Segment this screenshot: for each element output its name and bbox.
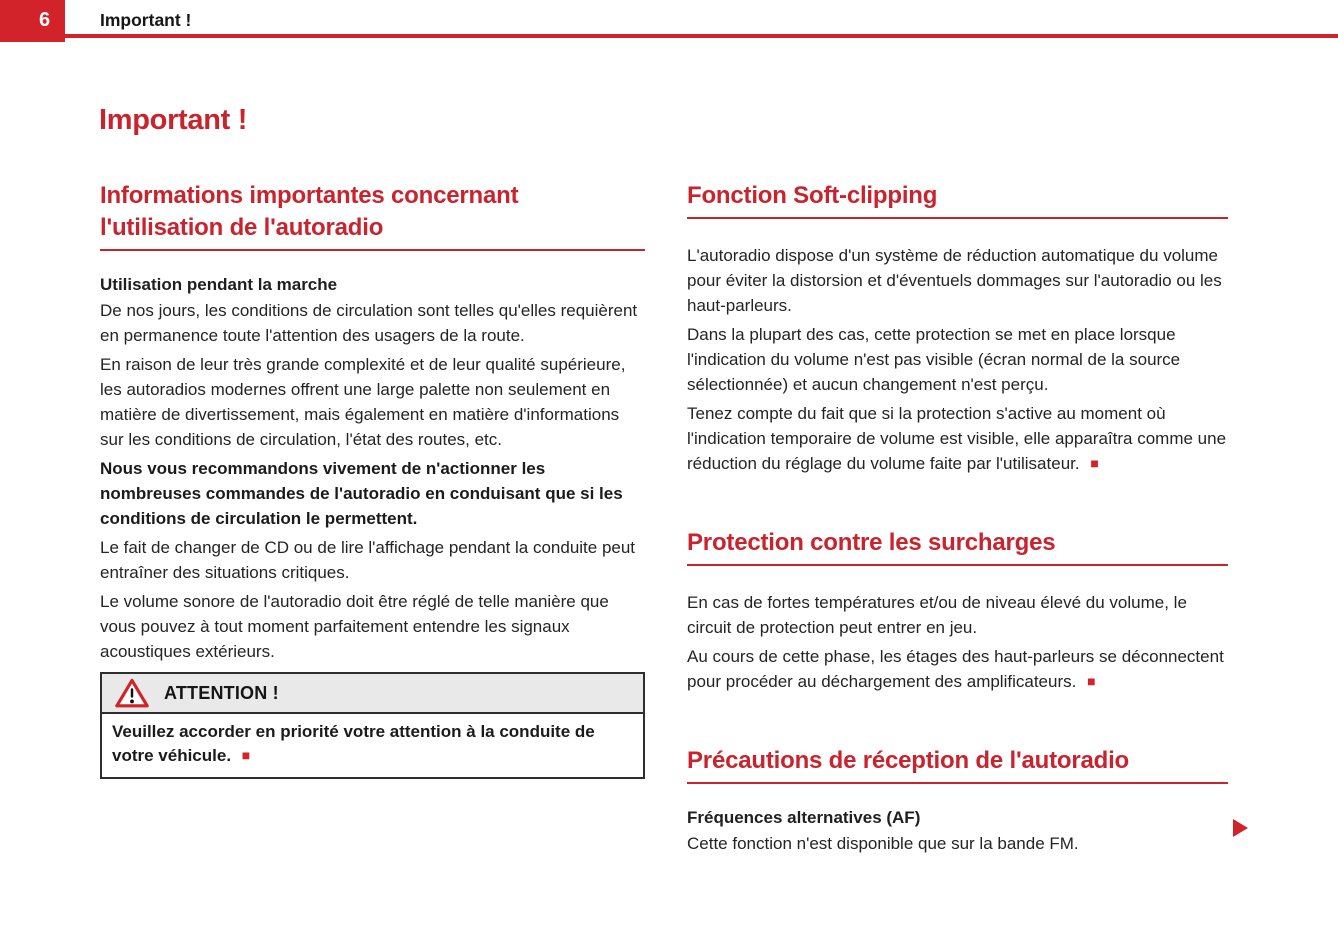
body-paragraph: En cas de fortes températures et/ou de niveau élevé du volume, le circuit de protection peut entrer en jeu. bbox=[687, 593, 1187, 637]
page-continues-icon bbox=[1233, 819, 1248, 837]
subheading-utilisation-marche: Utilisation pendant la marche bbox=[100, 275, 338, 294]
body-paragraph bbox=[687, 401, 1228, 477]
body-paragraph bbox=[687, 644, 1228, 695]
header-rule bbox=[0, 34, 1338, 38]
attention-body bbox=[102, 714, 643, 777]
warning-triangle-icon bbox=[114, 678, 150, 709]
section-heading-informations: Informations importantes concernant l'utilisation de l'autoradio bbox=[100, 180, 645, 251]
attention-box-header bbox=[102, 674, 643, 714]
section-end-marker-icon: ■ bbox=[241, 747, 251, 763]
attention-title: ATTENTION ! bbox=[164, 682, 279, 703]
page-title: Important ! bbox=[99, 104, 248, 136]
body-paragraph: Dans la plupart des cas, cette protection se met en place lorsque l'indication du volume n'est pas visible (écran normal de la source sélectionnée) et aucun changement n'est perçu. bbox=[687, 325, 1181, 394]
section-heading-surcharges: Protection contre les surcharges bbox=[687, 527, 1228, 566]
subheading-frequences-af: Fréquences alternatives (AF) bbox=[687, 808, 921, 827]
section-heading-soft-clipping: Fonction Soft-clipping bbox=[687, 180, 1228, 219]
attention-box bbox=[100, 672, 645, 779]
left-column bbox=[100, 180, 645, 779]
page-number-box bbox=[0, 0, 65, 42]
header-title: Important ! bbox=[100, 10, 192, 30]
attention-text: Veuillez accorder en priorité votre attention à la conduite de votre véhicule. bbox=[112, 722, 595, 765]
body-paragraph: L'autoradio dispose d'un système de réduction automatique du volume pour éviter la distorsion et d'éventuels dommages sur l'autoradio ou les haut-parleurs. bbox=[687, 246, 1222, 315]
section-end-marker-icon: ■ bbox=[1090, 455, 1099, 471]
page-number: 6 bbox=[38, 9, 51, 31]
body-paragraph: Cette fonction n'est disponible que sur la bande FM. bbox=[687, 834, 1079, 853]
section-heading-precautions: Précautions de réception de l'autoradio bbox=[687, 745, 1228, 784]
section-end-marker-icon: ■ bbox=[1087, 673, 1096, 689]
paragraph-text: Au cours de cette phase, les étages des haut-parleurs se déconnectent pour procéder au déchargement des amplificateurs. bbox=[687, 647, 1224, 691]
body-paragraph: Le fait de changer de CD ou de lire l'affichage pendant la conduite peut entraîner des situations critiques. bbox=[100, 538, 636, 582]
right-column bbox=[687, 180, 1228, 860]
paragraph-text: Tenez compte du fait que si la protection s'active au moment où l'indication temporaire de volume est visible, elle apparaîtra comme une réduction du réglage du volume faite par l'utilisateur. bbox=[687, 404, 1227, 473]
body-paragraph: De nos jours, les conditions de circulation sont telles qu'elles requièrent en permanence toute l'attention des usagers de la route. bbox=[100, 301, 638, 345]
body-paragraph: Le volume sonore de l'autoradio doit être réglé de telle manière que vous pouvez à tout moment parfaitement entendre les signaux acoustiques extérieurs. bbox=[100, 592, 609, 661]
body-paragraph-bold: Nous vous recommandons vivement de n'actionner les nombreuses commandes de l'autoradio en conduisant que si les conditions de circulation le permettent. bbox=[100, 459, 623, 528]
body-paragraph: En raison de leur très grande complexité et de leur qualité supérieure, les autoradios modernes offrent une large palette non seulement en matière de divertissement, mais également en matière d'informations sur les conditions de circulation, l'état des routes, etc. bbox=[100, 355, 626, 449]
